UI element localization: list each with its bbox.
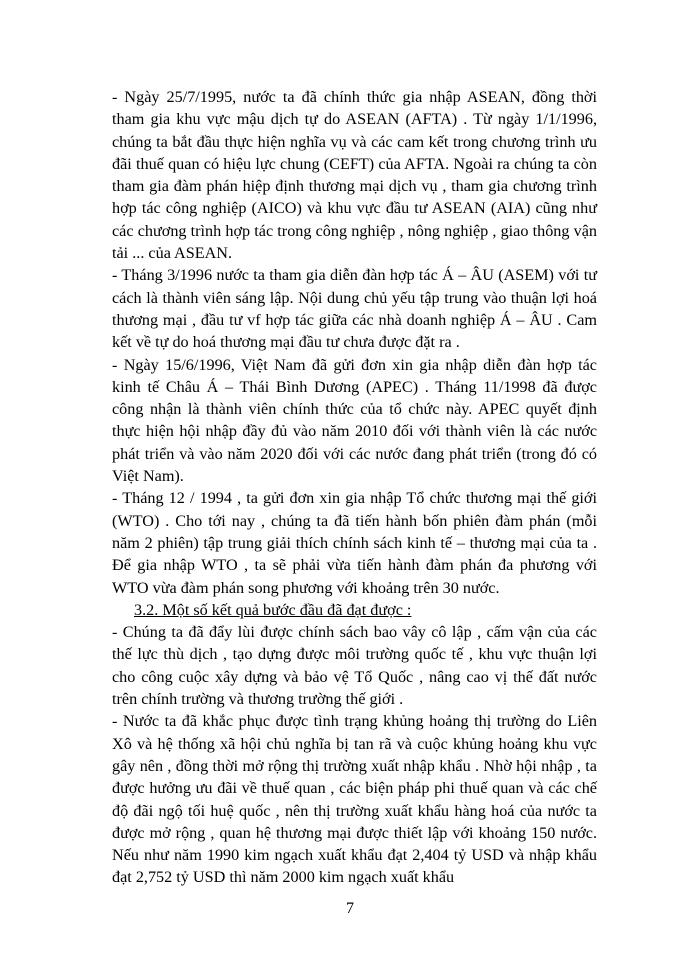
paragraph-results-1: - Chúng ta đã đẩy lùi được chính sách bao vây cô lập , cấm vận của các thế lực thù dịch , tạo dựng được môi trường quốc tế , khu vực thuận lợi cho công cuộc xây dựng và bảo vệ Tổ Quốc , nâng cao vị thế đất nước trên chính trường và thương trường thế giới . [112, 623, 597, 709]
paragraph-apec: - Ngày 15/6/1996, Việt Nam đã gửi đơn xin gia nhập diễn đàn hợp tác kinh tế Châu Á – Thái Bình Dương (APEC) . Tháng 11/1998 đã được công nhận là thành viên chính thức của tổ chức này. APEC quyết định thực hiện hội nhập đầy đủ vào năm 2010 đối với thành viên là các nước phát triển và vào năm 2020 đối với các nước đang phát triển (trong đó có Việt Nam). [112, 355, 597, 486]
paragraph-asean: - Ngày 25/7/1995, nước ta đã chính thức gia nhập ASEAN, đồng thời tham gia khu vực mậu dịch tự do ASEAN (AFTA) . Từ ngày 1/1/1996, chúng ta bắt đầu thực hiện nghĩa vụ và các cam kết trong chương trình ưu đãi thuế quan có hiệu lực chung (CEFT) của AFTA. Ngoài ra chúng ta còn tham gia đàm phán hiệp định thương mại dịch vụ , tham gia chương trình hợp tác công nghiệp (AICO) và khu vực đầu tư ASEAN (AIA) cũng như các chương trình hợp tác trong công nghiệp , nông nghiệp , giao thông vận tải ... của ASEAN. [112, 88, 597, 263]
section-heading: 3.2. Một số kết quả bước đầu đã đạt được : [134, 600, 412, 619]
document-page [112, 86, 597, 889]
paragraph-results-2: - Nước ta đã khắc phục được tình trạng khủng hoảng thị trường do Liên Xô và hệ thống xã hội chủ nghĩa bị tan rã và cuộc khủng hoảng khu vực gây nên , đồng thời mở rộng thị trường xuất nhập khẩu . Nhờ hội nhập , ta được hưởng ưu đãi về thuế quan , các biện pháp phi thuế quan và các chế độ đãi ngộ tối huệ quốc , nên thị trường xuất khẩu hàng hoá của nước ta được mở rộng , quan hệ thương mại được thiết lập với khoảng 150 nước. Nếu như năm 1990 kim ngạch xuất khẩu đạt 2,404 tỷ USD và nhập khẩu đạt 2,752 tỷ USD thì năm 2000 kim ngạch xuất khẩu [112, 712, 597, 887]
paragraph-asem: - Tháng 3/1996 nước ta tham gia diễn đàn hợp tác Á – ÂU (ASEM) với tư cách là thành viên sáng lập. Nội dung chủ yếu tập trung vào thuận lợi hoá thương mại , đầu tư vf hợp tác giữa các nhà doanh nghiệp Á – ÂU . Cam kết về tự do hoá thương mại đầu tư chưa được đặt ra . [112, 266, 597, 352]
page-number: 7 [346, 900, 354, 917]
paragraph-wto: - Tháng 12 / 1994 , ta gửi đơn xin gia nhập Tổ chức thương mại thế giới (WTO) . Cho tới nay , chúng ta đã tiến hành bốn phiên đàm phán (mỗi năm 2 phiên) tập trung giải thích chính sách kinh tế – thương mại của ta . Để gia nhập WTO , ta sẽ phải vừa tiến hành đàm phán đa phương với WTO vừa đàm phán song phương với khoảng trên 30 nước. [112, 489, 597, 597]
